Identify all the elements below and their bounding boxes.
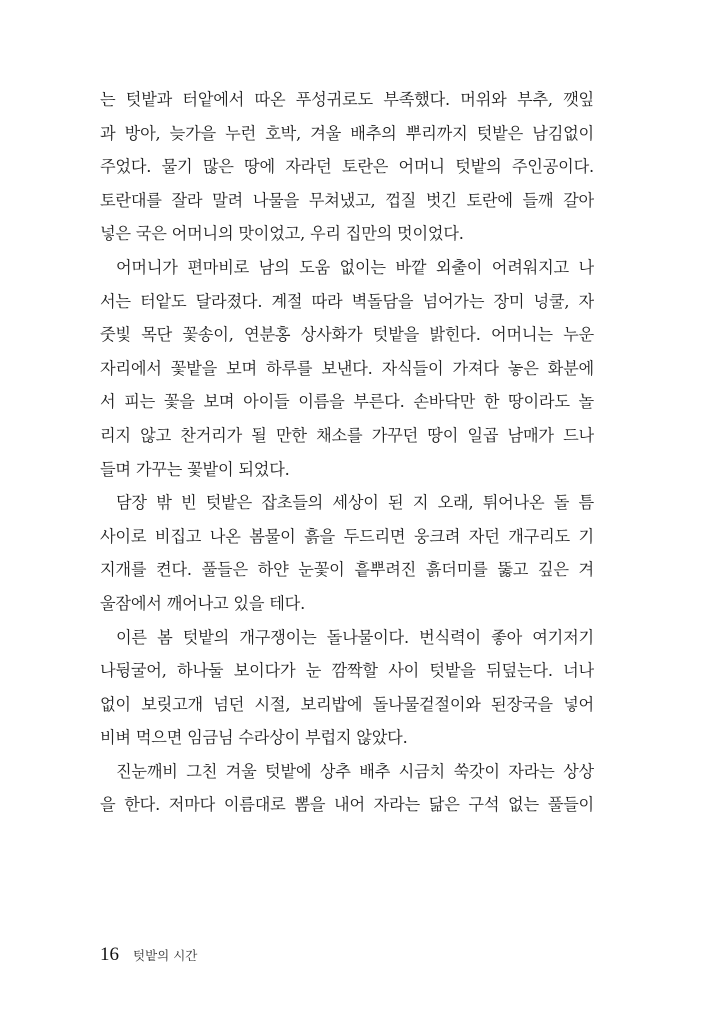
body-text: [100, 83, 594, 822]
text-line: 과 방아, 늦가을 누런 호박, 겨울 배추의 뿌리까지 텃밭은 남김없이: [100, 123, 594, 143]
text-line: 없이 보릿고개 넘던 시절, 보리밥에 돌나물겉절이와 된장국을 넣어: [100, 694, 594, 714]
running-title: 텃밭의 시간: [133, 948, 198, 963]
text-line: 토란대를 잘라 말려 나물을 무쳐냈고, 껍질 벗긴 토란에 들깨 갈아: [100, 190, 594, 210]
text-line: 지개를 켠다. 풀들은 하얀 눈꽃이 흩뿌려진 흙더미를 뚫고 깊은 겨: [100, 560, 594, 580]
text-line: 자리에서 꽃밭을 보며 하루를 보낸다. 자식들이 가져다 놓은 화분에: [100, 358, 594, 378]
text-line: 리지 않고 찬거리가 될 만한 채소를 가꾸던 땅이 일곱 남매가 드나: [100, 425, 594, 445]
page-number: 16: [100, 944, 119, 965]
text-line: 서는 터앝도 달라졌다. 계절 따라 벽돌담을 넘어가는 장미 넝쿨, 자: [100, 291, 594, 311]
text-line: 주었다. 물기 많은 땅에 자라던 토란은 어머니 텃밭의 주인공이다.: [100, 157, 594, 177]
text-line: 나뒹굴어, 하나둘 보이다가 눈 깜짝할 사이 텃밭을 뒤덮는다. 너나: [100, 661, 594, 681]
text-line: 줏빛 목단 꽃송이, 연분홍 상사화가 텃밭을 밝힌다. 어머니는 누운: [100, 325, 594, 345]
text-line: 넣은 국은 어머니의 맛이었고, 우리 집만의 멋이었다.: [100, 224, 464, 244]
text-line: 울잠에서 깨어나고 있을 테다.: [100, 593, 306, 613]
text-line: 서 피는 꽃을 보며 아이들 이름을 부른다. 손바닥만 한 땅이라도 놀: [100, 392, 594, 412]
page-footer: [100, 944, 197, 972]
text-line: 담장 밖 빈 텃밭은 잡초들의 세상이 된 지 오래, 튀어나온 돌 틈: [116, 493, 594, 513]
text-line: 들며 가꾸는 꽃밭이 되었다.: [100, 459, 290, 479]
text-line: 진눈깨비 그친 겨울 텃밭에 상추 배추 시금치 쑥갓이 자라는 상상: [116, 761, 594, 781]
text-line: 이른 봄 텃밭의 개구쟁이는 돌나물이다. 번식력이 좋아 여기저기: [116, 627, 594, 647]
text-line: 을 한다. 저마다 이름대로 뽐을 내어 자라는 닮은 구석 없는 풀들이: [100, 795, 594, 815]
text-line: 는 텃밭과 터앝에서 따온 푸성귀로도 부족했다. 머위와 부추, 깻잎: [100, 90, 594, 109]
text-line: 비벼 먹으면 임금님 수라상이 부럽지 않았다.: [100, 728, 408, 748]
text-line: 어머니가 편마비로 남의 도움 없이는 바깥 외출이 어려워지고 나: [116, 257, 594, 277]
text-line: 사이로 비집고 나온 봄물이 흙을 두드리면 웅크려 자던 개구리도 기: [100, 526, 594, 546]
